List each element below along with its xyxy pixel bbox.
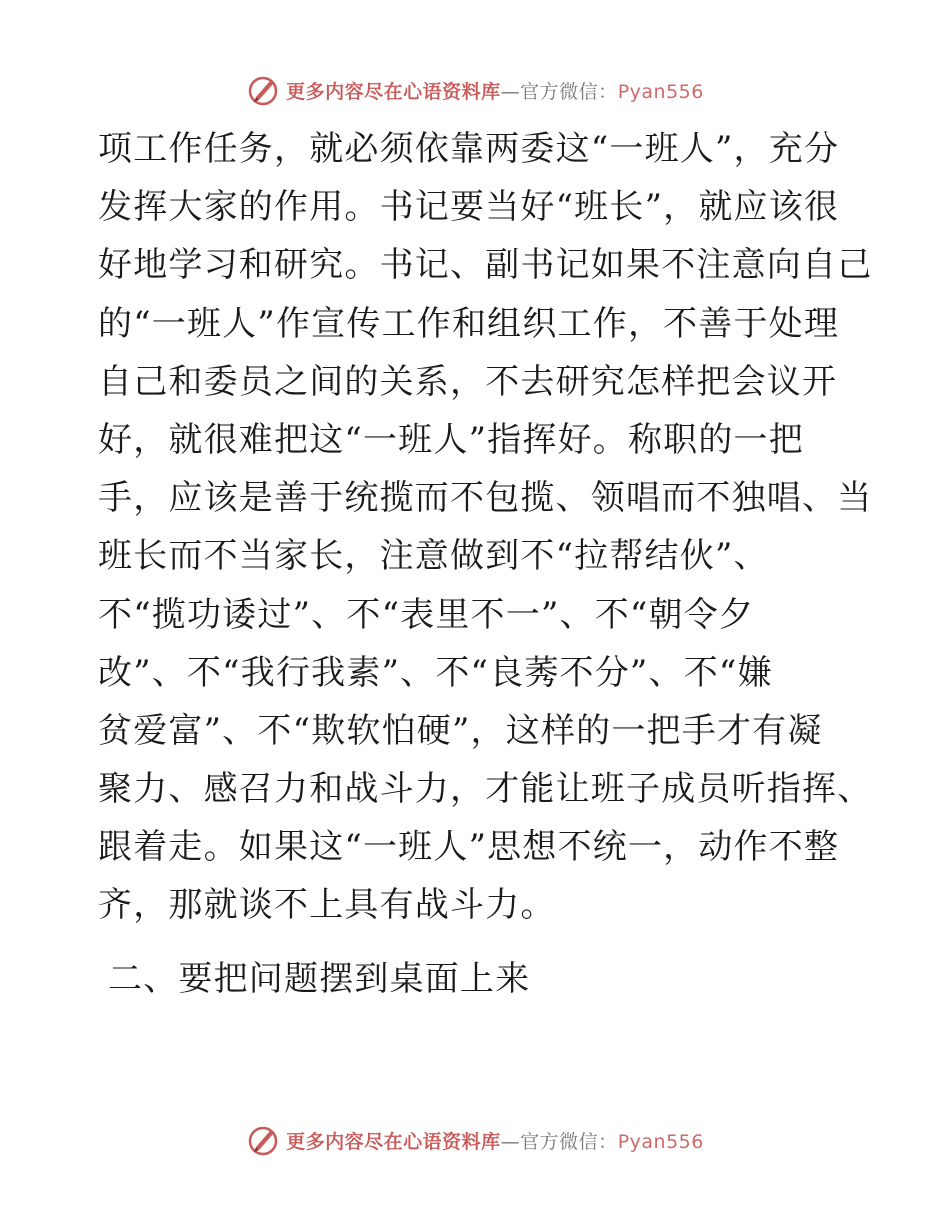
- body-line: 不“揽功诿过”、不“表里不一”、不“朝令夕: [98, 594, 755, 635]
- banner-wechat-label: —官方微信：: [500, 1130, 618, 1153]
- body-line: 贫爱富”、不“欺软怕硬”，这样的一把手才有凝: [98, 710, 823, 751]
- body-line: 自己和委员之间的关系，不去研究怎样把会议开: [98, 361, 838, 402]
- body-line: 跟着走。如果这“一班人”思想不统一，动作不整: [98, 827, 840, 868]
- banner-wechat-id: Pyan556: [617, 80, 704, 103]
- header-watermark-banner: [0, 70, 950, 110]
- body-line: 手，应该是善于统揽而不包揽、领唱而不独唱、当: [98, 478, 873, 519]
- footer-watermark-banner: [0, 1120, 950, 1160]
- body-line: 齐，那就谈不上具有战斗力。: [98, 885, 556, 926]
- body-line: 项工作任务，就必须依靠两委这“一班人”，充分: [98, 129, 840, 169]
- banner-site-name: 更多内容尽在心语资料库: [286, 1130, 501, 1153]
- banner-wechat-label: —官方微信：: [500, 80, 618, 103]
- body-line: 聚力、感召力和战斗力，才能让班子成员听指挥、: [98, 769, 873, 810]
- body-line: 好，就很难把这“一班人”指挥好。称职的一把: [98, 419, 804, 460]
- body-line: 的“一班人”作宣传工作和组织工作，不善于处理: [98, 303, 840, 344]
- body-line: 班长而不当家长，注意做到不“拉帮结伙”、: [98, 536, 769, 577]
- banner-text: [286, 77, 704, 104]
- pen-logo-icon: [246, 73, 280, 107]
- section-heading: 二、要把问题摆到桌面上来: [108, 959, 531, 999]
- document-body: [98, 120, 873, 935]
- pen-logo-icon: [246, 1123, 280, 1157]
- body-line: 改”、不“我行我素”、不“良莠不分”、不“嫌: [98, 652, 773, 693]
- body-line: 发挥大家的作用。书记要当好“班长”，就应该很: [98, 187, 840, 228]
- banner-text: [286, 1127, 704, 1154]
- banner-wechat-id: Pyan556: [617, 1130, 704, 1153]
- banner-site-name: 更多内容尽在心语资料库: [286, 80, 501, 103]
- body-line: 好地学习和研究。书记、副书记如果不注意向自己: [98, 245, 873, 286]
